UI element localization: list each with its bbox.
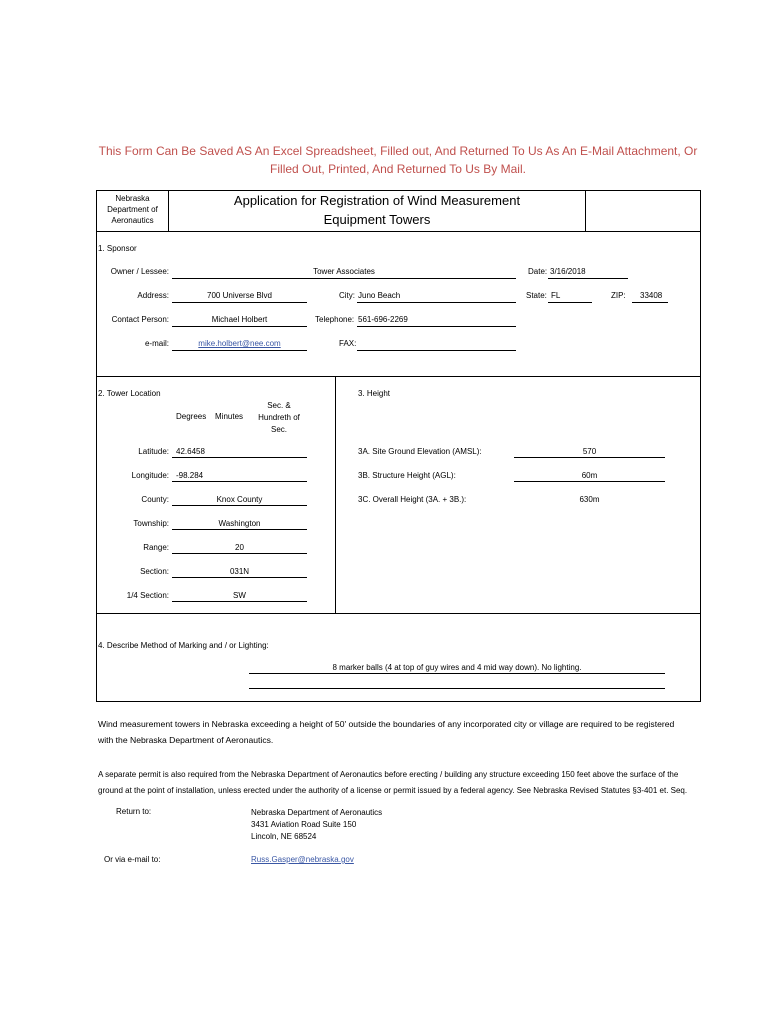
registration-requirement-text: Wind measurement towers in Nebraska exceeding a height of 50' outside the boundaries of any incorporated city or village are required to be registered with the Nebraska Department of Aeronautics. [98, 719, 675, 745]
county-label: County: [141, 495, 169, 504]
zip-field[interactable]: 33408 [640, 291, 663, 300]
notice-line-1: This Form Can Be Saved AS An Excel Spreadsheet, Filled out, And Returned To Us As An E-Mail Attachment, Or [98, 144, 698, 158]
marking-field[interactable]: 8 marker balls (4 at top of guy wires and 4 mid way down). No lighting. [332, 663, 582, 672]
township-field[interactable]: Washington [218, 519, 261, 528]
telephone-field[interactable]: 561-696-2269 [358, 315, 408, 324]
permit-requirement-text: A separate permit is also required from the Nebraska Department of Aeronautics before erecting / building any structure exceeding 150 feet above the surface of the ground at the point of installation, unless erected under the authority of a license or permit issued by a federal agency. See Nebraska Revised Statutes §3-401 et. Seq. [98, 770, 688, 795]
height-section-label: 3. Height [358, 389, 391, 398]
quarter-section-label: 1/4 Section: [126, 591, 169, 600]
date-field[interactable]: 3/16/2018 [550, 267, 586, 276]
section-field[interactable]: 031N [229, 567, 250, 576]
structure-height-field[interactable]: 60m [581, 471, 598, 480]
city-field[interactable]: Juno Beach [358, 291, 401, 300]
latitude-field[interactable]: 42.6458 [176, 447, 205, 456]
form-notice [96, 142, 700, 178]
state-label: State: [526, 291, 547, 300]
degrees-column-header: Degrees [176, 412, 207, 421]
address-field[interactable]: 700 Universe Blvd [207, 291, 272, 300]
site-elevation-field[interactable]: 570 [582, 447, 597, 456]
state-field[interactable]: FL [551, 291, 561, 300]
email-field[interactable]: mike.holbert@nee.com [198, 339, 281, 348]
latitude-label: Latitude: [138, 447, 169, 456]
seconds-column-header: Sec. & Hundreth of Sec. [258, 401, 300, 434]
owner-field[interactable]: Tower Associates [313, 267, 375, 276]
minutes-column-header: Minutes [215, 412, 244, 421]
overall-height-field: 630m [579, 495, 600, 504]
longitude-field[interactable]: -98.284 [176, 471, 204, 480]
address-label: Address: [137, 291, 169, 300]
structure-height-label: 3B. Structure Height (AGL): [358, 471, 456, 480]
range-field[interactable]: 20 [235, 543, 244, 552]
return-address: Nebraska Department of Aeronautics 3431 Aviation Road Suite 150 Lincoln, NE 68524 [251, 808, 383, 841]
city-label: City: [339, 291, 355, 300]
contact-email-link[interactable]: Russ.Gasper@nebraska.gov [251, 855, 354, 864]
overall-height-label: 3C. Overall Height (3A. + 3B.): [358, 495, 467, 504]
telephone-label: Telephone: [315, 315, 355, 324]
owner-label: Owner / Lessee: [110, 267, 169, 276]
quarter-section-field[interactable]: SW [233, 591, 246, 600]
form-title: Application for Registration of Wind Measurement Equipment Towers [233, 193, 521, 227]
contact-field[interactable]: Michael Holbert [211, 315, 268, 324]
site-elevation-label: 3A. Site Ground Elevation (AMSL): [358, 447, 482, 456]
sponsor-section-label: 1. Sponsor [98, 244, 137, 253]
county-field[interactable]: Knox County [216, 495, 263, 504]
longitude-label: Longitude: [131, 471, 169, 480]
contact-label: Contact Person: [111, 315, 169, 324]
notice-line-2: Filled Out, Printed, And Returned To Us By Mail. [270, 162, 526, 176]
email-label: e-mail: [144, 339, 169, 348]
return-to-label: Return to: [116, 807, 152, 816]
range-label: Range: [143, 543, 169, 552]
agency-name: Nebraska Department of Aeronautics [107, 194, 158, 225]
fax-label: FAX: [339, 339, 357, 348]
township-label: Township: [133, 519, 169, 528]
section-label: Section: [140, 567, 169, 576]
marking-section-label: 4. Describe Method of Marking and / or Lighting: [98, 641, 269, 650]
sponsor-section [96, 231, 701, 377]
location-section-label: 2. Tower Location [98, 389, 161, 398]
zip-label: ZIP: [611, 291, 626, 300]
email-to-label: Or via e-mail to: [104, 855, 161, 864]
date-label: Date: [528, 267, 548, 276]
